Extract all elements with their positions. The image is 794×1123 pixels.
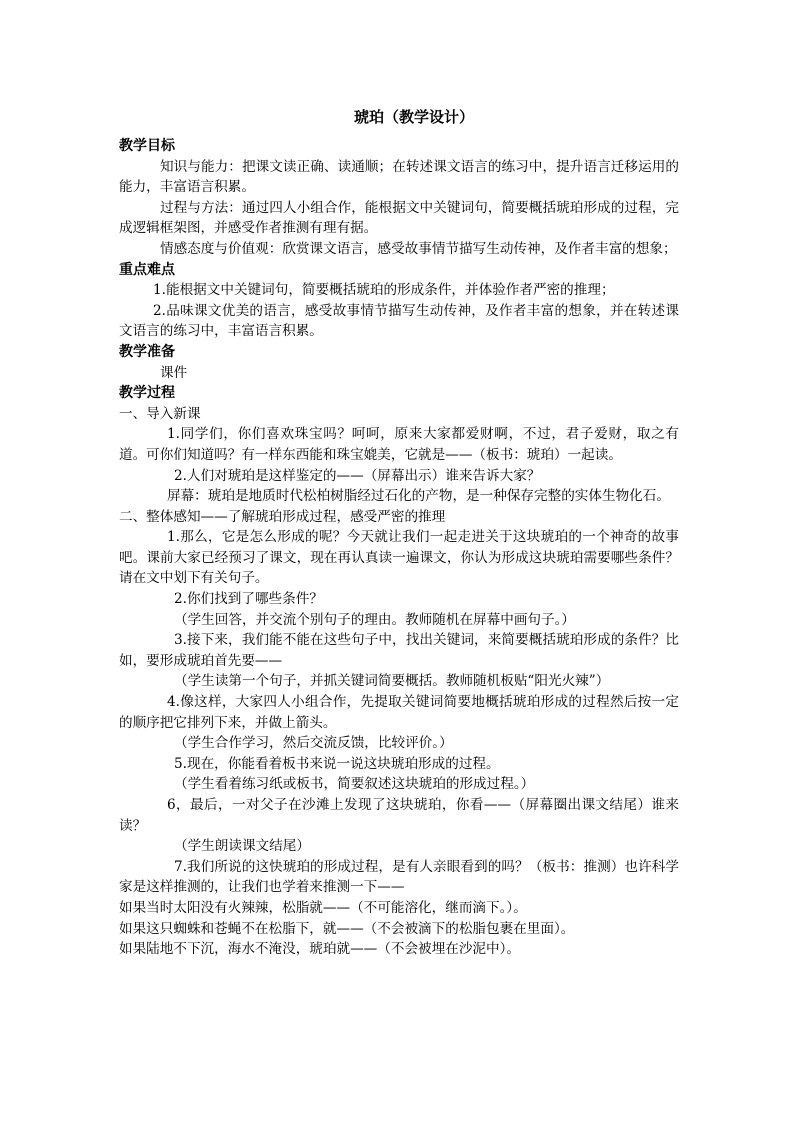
paragraph-overview-4: 3.接下来，我们能不能在这些句子中，找出关键词，来简要概括琥珀形成的条件？比如，要形成琥珀首先要—— bbox=[119, 632, 679, 669]
part-title-intro: 一、导入新课 bbox=[119, 405, 201, 422]
paragraph-key-point-1: 1.能根据文中关键词句，简要概括琥珀的形成条件，并体验作者严密的推理； bbox=[153, 282, 615, 299]
section-heading-key-points: 重点难点 bbox=[119, 261, 175, 278]
paragraph-overview-11: （学生朗读课文结尾） bbox=[174, 838, 310, 855]
paragraph-intro-screen: 屏幕：琥珀是地质时代松柏树脂经过石化的产物，是一种保存完整的实体生物化石。 bbox=[167, 488, 670, 505]
paragraph-overview-5: （学生读第一个句子，并抓关键词简要概括。教师随机板贴“阳光火辣”） bbox=[174, 673, 610, 690]
section-heading-process: 教学过程 bbox=[119, 385, 175, 402]
paragraph-intro-2: 2.人们对琥珀是这样鉴定的——（屏幕出示）谁来告诉大家？ bbox=[174, 467, 541, 484]
paragraph-overview-14: 如果这只蜘蛛和苍蝇不在松脂下，就——（不会被滴下的松脂包裹在里面）。 bbox=[119, 920, 575, 937]
paragraph-goal-emotion: 情感态度与价值观：欣赏课文语言，感受故事情节描写生动传神，及作者丰富的想象； bbox=[160, 240, 677, 257]
paragraph-overview-10: 6，最后，一对父子在沙滩上发现了这块琥珀，你看——（屏幕圈出课文结尾）谁来读？ bbox=[119, 797, 679, 834]
paragraph-overview-8: 5.现在，你能看着板书来说一说这块琥珀形成的过程。 bbox=[174, 755, 500, 772]
paragraph-overview-1: 1.那么，它是怎么形成的呢？今天就让我们一起走进关于这块琥珀的一个神奇的故事吧。课前大家已经预习了课文，现在再认真读一遍课文，你认为形成这块琥珀需要哪些条件？请在文中划下有关句子。 bbox=[119, 529, 679, 587]
paragraph-overview-7: （学生合作学习，然后交流反馈，比较评价。） bbox=[174, 735, 453, 752]
document-page bbox=[119, 106, 679, 960]
paragraph-overview-13: 如果当时太阳没有火辣辣，松脂就——（不可能溶化，继而滴下。）。 bbox=[119, 899, 527, 916]
document-title: 琥珀（教学设计） bbox=[353, 108, 474, 126]
part-title-overview: 二、整体感知——了解琥珀形成过程，感受严密的推理 bbox=[119, 508, 446, 525]
paragraph-intro-1: 1.同学们，你们喜欢珠宝吗？呵呵，原来大家都爱财啊，不过，君子爱财，取之有道。可你们知道吗？有一样东西能和珠宝媲美，它就是——（板书：琥珀）一起读。 bbox=[119, 426, 679, 463]
section-heading-preparation: 教学准备 bbox=[119, 343, 175, 360]
paragraph-goal-knowledge: 知识与能力：把课文读正确、读通顺；在转述课文语言的练习中，提升语言迁移运用的能力，丰富语言积累。 bbox=[119, 158, 679, 196]
paragraph-key-point-2: 2.品味课文优美的语言，感受故事情节描写生动传神，及作者丰富的想象，并在转述课文语言的练习中，丰富语言积累。 bbox=[119, 302, 679, 340]
paragraph-overview-3: （学生回答，并交流个别句子的理由。教师随机在屏幕中画句子。） bbox=[174, 611, 576, 628]
paragraph-preparation: 课件 bbox=[160, 364, 188, 381]
paragraph-overview-6: 4.像这样，大家四人小组合作，先提取关键词简要地概括琥珀形成的过程然后按一定的顺序把它排列下来，并做上箭头。 bbox=[119, 694, 679, 731]
paragraph-goal-process: 过程与方法：通过四人小组合作，能根据文中关键词句，简要概括琥珀形成的过程，完成逻辑框架图，并感受作者推测有理有据。 bbox=[119, 199, 679, 237]
paragraph-overview-2: 2.你们找到了哪些条件？ bbox=[174, 591, 323, 608]
paragraph-overview-9: （学生看着练习纸或板书，简要叙述这块琥珀的形成过程。） bbox=[174, 776, 535, 793]
section-heading-goals: 教学目标 bbox=[119, 138, 175, 154]
paragraph-overview-15: 如果陆地不下沉，海水不淹没，琥珀就——（不会被埋在沙泥中）。 bbox=[119, 941, 521, 958]
paragraph-overview-12: 7.我们所说的这快琥珀的形成过程，是有人亲眼看到的吗？（板书：推测）也许科学家是这样推测的，让我们也学着来推测一下—— bbox=[119, 858, 679, 896]
